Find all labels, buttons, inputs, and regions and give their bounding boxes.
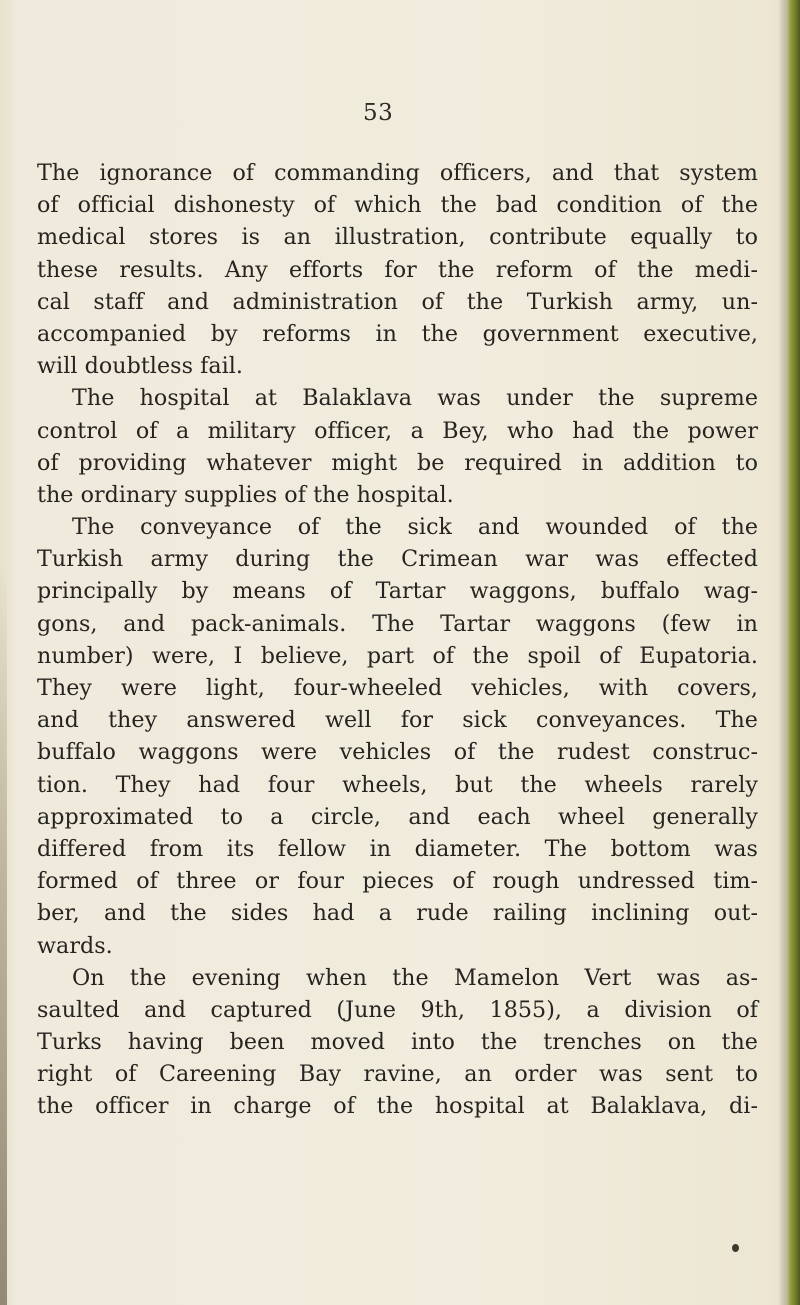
book-binding-edge bbox=[786, 0, 800, 1305]
text-line: of official dishonesty of which the bad condition of the bbox=[37, 192, 758, 219]
text-line: the ordinary supplies of the hospital. bbox=[37, 481, 454, 508]
text-line: control of a military officer, a Bey, who had the power bbox=[37, 417, 758, 444]
body-text bbox=[37, 157, 758, 1123]
text-line: number) were, I believe, part of the spoil of Eupatoria. bbox=[37, 642, 758, 669]
text-line: The ignorance of commanding officers, and that system bbox=[37, 160, 758, 186]
text-line: They were light, four-wheeled vehicles, with covers, bbox=[37, 675, 758, 701]
page-number: 53 bbox=[363, 100, 394, 126]
text-line: and they answered well for sick conveyances. The bbox=[37, 707, 758, 734]
text-line: these results. Any efforts for the reform of the medi- bbox=[37, 256, 758, 283]
text-line: The conveyance of the sick and wounded of the bbox=[72, 514, 758, 541]
text-line: right of Careening Bay ravine, an order was sent to bbox=[37, 1061, 758, 1088]
text-line: gons, and pack-animals. The Tartar waggons (few in bbox=[37, 610, 758, 637]
text-line: cal staff and administration of the Turkish army, un- bbox=[37, 288, 758, 315]
text-line: wards. bbox=[37, 932, 113, 959]
text-line: Turkish army during the Crimean war was effected bbox=[37, 546, 758, 573]
text-line: principally by means of Tartar waggons, buffalo wag- bbox=[37, 578, 758, 605]
text-line: The hospital at Balaklava was under the supreme bbox=[72, 385, 758, 412]
text-line: tion. They had four wheels, but the wheels rarely bbox=[37, 771, 758, 798]
text-line: accompanied by reforms in the government executive, bbox=[37, 320, 758, 347]
text-line: medical stores is an illustration, contribute equally to bbox=[37, 224, 758, 251]
text-line: buffalo waggons were vehicles of the rudest construc- bbox=[37, 739, 758, 766]
text-line: ber, and the sides had a rude railing inclining out- bbox=[37, 900, 758, 927]
text-line: On the evening when the Mamelon Vert was as- bbox=[72, 964, 758, 991]
text-line: the officer in charge of the hospital at Balaklava, di- bbox=[37, 1093, 758, 1120]
text-line: will doubtless fail. bbox=[37, 353, 244, 380]
text-line: approximated to a circle, and each wheel generally bbox=[37, 803, 758, 830]
text-line: of providing whatever might be required in addition to bbox=[37, 449, 758, 476]
text-line: saulted and captured (June 9th, 1855), a division of bbox=[37, 996, 758, 1023]
text-line: Turks having been moved into the trenches on the bbox=[37, 1029, 758, 1056]
ink-speck bbox=[732, 1244, 739, 1252]
text-line: formed of three or four pieces of rough undressed tim- bbox=[37, 868, 758, 895]
page-shadow-left bbox=[0, 560, 7, 1305]
text-line: differed from its fellow in diameter. The bottom was bbox=[37, 835, 758, 862]
